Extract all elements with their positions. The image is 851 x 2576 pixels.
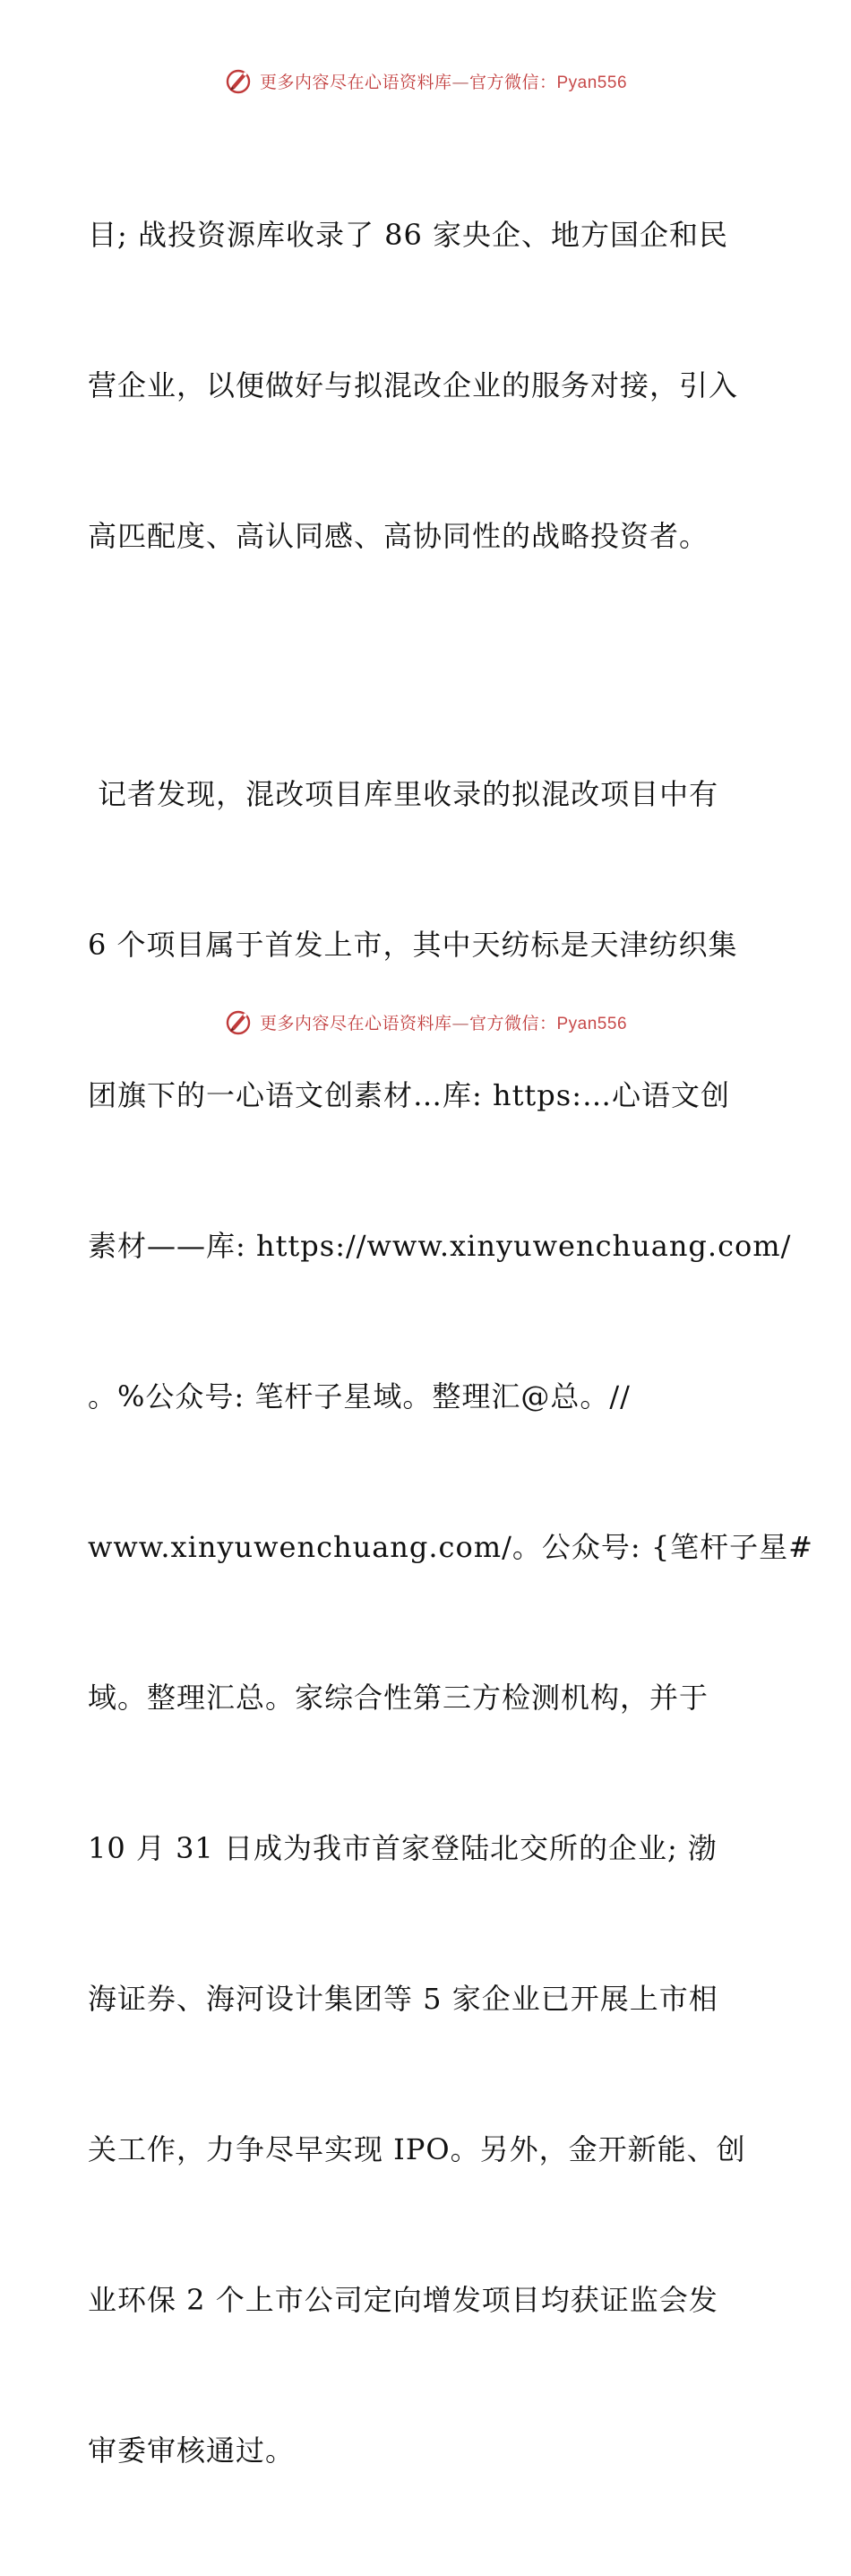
paragraph-1 (88, 109, 769, 661)
text-line: 海证券、海河设计集团等 5 家企业已开展上市相 (88, 1982, 718, 2016)
text-line: 高匹配度、高认同感、高协同性的战略投资者。 (88, 519, 709, 553)
text-line: 。%公众号: 笔杆子星域。整理汇@总。// (88, 1379, 631, 1413)
footer-wechat-label: 官方微信： (468, 1013, 557, 1033)
header-brand-text: 更多内容尽在心语资料库 (259, 72, 452, 92)
footer-wechat-id: Pyan556 (556, 1014, 628, 1033)
paragraph-2 (88, 669, 813, 2576)
text-line: www.xinyuwenchuang.com/。公众号: {笔杆子星# (88, 1530, 813, 1564)
header-banner-text (260, 69, 627, 93)
footer-banner (0, 1004, 851, 1040)
document-body (88, 109, 813, 2576)
text-line: 10 月 31 日成为我市首家登陆北交所的企业; 渤 (88, 1831, 718, 1865)
text-line: 团旗下的一心语文创素材…库: https:…心语文创 (88, 1078, 730, 1112)
text-line: 营企业，以便做好与拟混改企业的服务对接，引入 (88, 368, 739, 402)
text-line: 记者发现，混改项目库里收录的拟混改项目中有 (88, 777, 719, 811)
text-line: 目; 战投资源库收录了 86 家央企、地方国企和民 (88, 218, 729, 252)
header-wechat-label: 官方微信： (468, 72, 557, 92)
footer-brand-text: 更多内容尽在心语资料库 (259, 1013, 452, 1033)
quill-pen-logo-icon (224, 1007, 253, 1036)
text-line: 素材——库: https://www.xinyuwenchuang.com/ (88, 1229, 792, 1263)
header-wechat-id: Pyan556 (556, 73, 628, 92)
text-line: 关工作，力争尽早实现 IPO。另外，金开新能、创 (88, 2132, 746, 2166)
text-line: 6 个项目属于首发上市，其中天纺标是天津纺织集 (88, 928, 738, 962)
footer-banner-text (260, 1010, 627, 1034)
text-line: 域。整理汇总。家综合性第三方检测机构，并于 (88, 1681, 709, 1715)
text-line: 业环保 2 个上市公司定向增发项目均获证监会发 (88, 2283, 718, 2317)
header-banner (0, 63, 851, 99)
header-separator: — (451, 72, 469, 92)
footer-separator: — (451, 1013, 469, 1033)
quill-pen-logo-icon (224, 66, 253, 95)
text-line: 审委审核通过。 (88, 2433, 296, 2468)
